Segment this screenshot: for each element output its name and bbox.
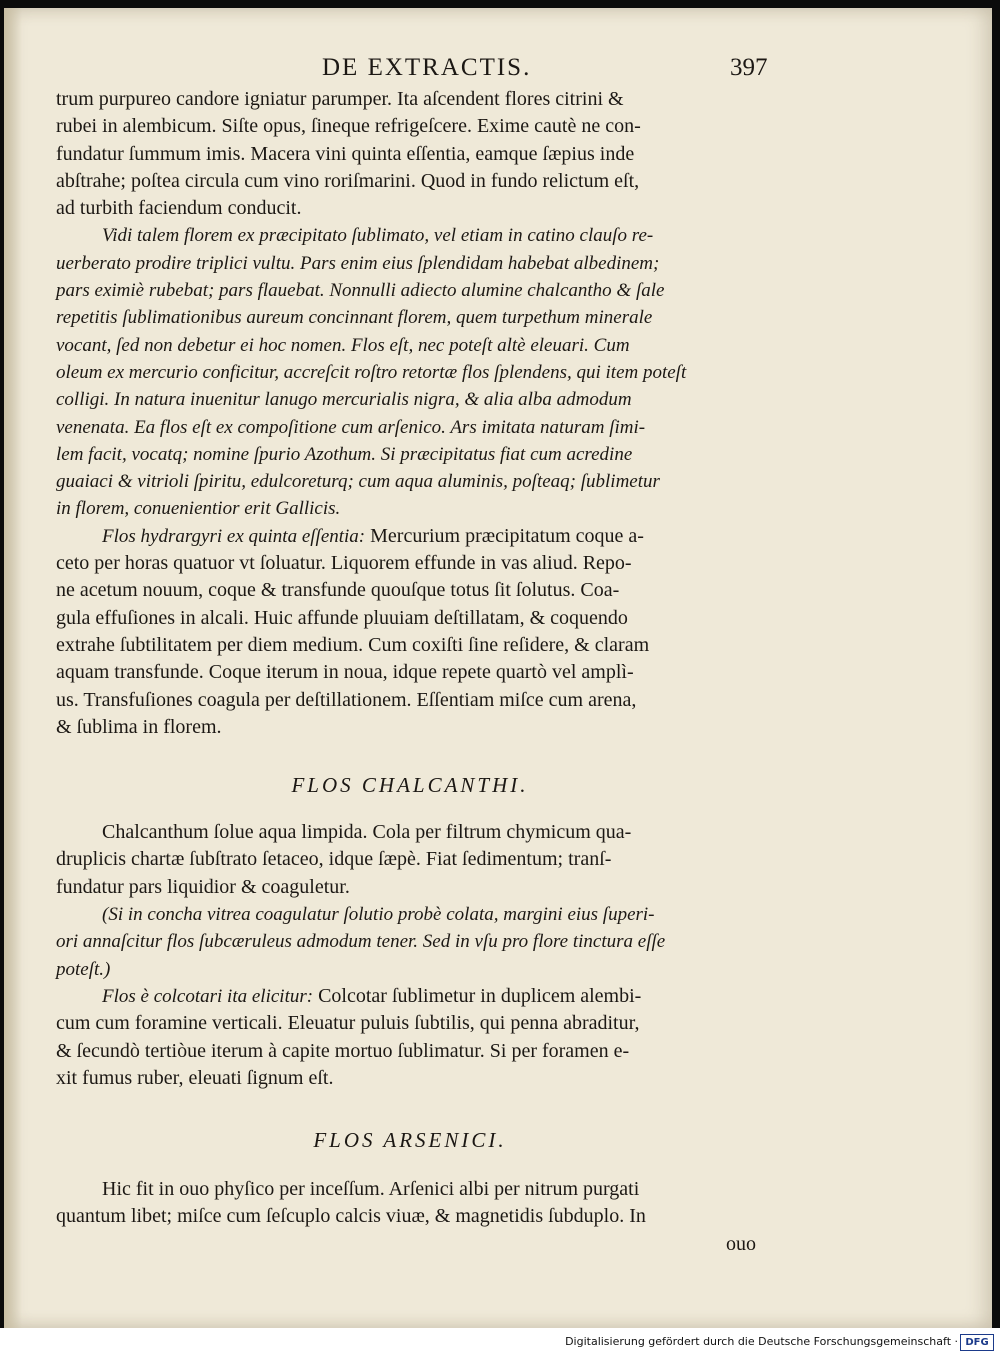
text-line: ad turbith faciendum conducit. bbox=[56, 197, 302, 220]
italic-text-line: guaiaci & vitrioli ſpiritu, edulcoreturq; cum aqua aluminis, poſteaq; ſublimetur bbox=[56, 471, 660, 493]
italic-text-line: colligi. In natura inuenitur lanugo mercurialis nigra, & alia alba admodum bbox=[56, 389, 632, 411]
funding-credit: Digitalisierung gefördert durch die Deutsche Forschungsgemeinschaft · bbox=[565, 1335, 958, 1348]
text-line: Hic fit in ouo phyſico per inceſſum. Arſenici albi per nitrum purgati bbox=[102, 1178, 640, 1201]
italic-text-line: in florem, conuenientior erit Gallicis. bbox=[56, 498, 341, 520]
text-line: ne acetum nouum, coque & transfunde quouſque totus ſit ſolutus. Coa- bbox=[56, 579, 620, 602]
line-rest: Mercurium præcipitatum coque a- bbox=[365, 524, 644, 547]
text-line: Chalcanthum ſolue aqua limpida. Cola per filtrum chymicum qua- bbox=[102, 821, 632, 844]
page-number: 397 bbox=[730, 54, 768, 81]
text-line: rubei in alembicum. Siſte opus, ſineque refrigeſcere. Exime cautè ne con- bbox=[56, 115, 641, 138]
italic-text-line: Vidi talem florem ex præcipitato ſublimato, vel etiam in catino clauſo re- bbox=[102, 225, 654, 247]
page-gutter-shadow bbox=[4, 8, 22, 1328]
text-line: & ſublima in florem. bbox=[56, 715, 222, 738]
italic-text-line: lem facit, vocatq; nomine ſpurio Azothum. Si præcipitatus fiat cum acredine bbox=[56, 443, 633, 465]
section-heading: FLOS ARSENICI. bbox=[313, 1128, 507, 1153]
line-rest: Colcotar ſublimetur in duplicem alembi- bbox=[313, 984, 642, 1007]
italic-text-line: (Si in concha vitrea coagulatur ſolutio probè colata, margini eius ſuperi- bbox=[102, 904, 655, 926]
text-line: ceto per horas quatuor vt ſoluatur. Liquorem effunde in vas aliud. Repo- bbox=[56, 552, 632, 575]
text-line: druplicis chartæ ſubſtrato ſetaceo, idque ſæpè. Fiat ſedimentum; tranſ- bbox=[56, 848, 612, 871]
main-text bbox=[56, 86, 764, 1258]
page-header bbox=[4, 46, 992, 86]
digitization-footer bbox=[0, 1328, 1000, 1356]
italic-text-line: poteſt.) bbox=[56, 958, 111, 980]
text-line: gula effuſiones in alcali. Huic affunde pluuiam deſtillatam, & coquendo bbox=[56, 606, 628, 629]
text-line bbox=[56, 983, 764, 1010]
italic-lead: Flos è colcotari ita elicitur: bbox=[102, 985, 314, 1007]
text-line: fundatur ſummum imis. Macera vini quinta eſſentia, eamque ſæpius inde bbox=[56, 142, 635, 165]
book-page bbox=[4, 8, 992, 1328]
italic-text-line: venenata. Ea flos eſt ex compoſitione cum arſenico. Ars imitata naturam ſimi- bbox=[56, 416, 646, 438]
dfg-logo-icon[interactable]: DFG bbox=[960, 1334, 994, 1351]
text-line: cum cum foramine verticali. Eleuatur puluis ſubtilis, qui penna abraditur, bbox=[56, 1012, 640, 1035]
catchword: ouo bbox=[726, 1232, 756, 1255]
italic-text-line: ori annaſcitur flos ſubcæruleus admodum tener. Sed in vſu pro flore tinctura eſſe bbox=[56, 931, 666, 953]
italic-text-line: oleum ex mercurio conficitur, accreſcit roſtro retortæ flos ſplendens, qui item poteſt bbox=[56, 361, 687, 383]
text-line: extrahe ſubtilitatem per diem medium. Cum coxiſti ſine reſidere, & claram bbox=[56, 633, 650, 656]
text-line: abſtrahe; poſtea circula cum vino roriſmarini. Quod in fundo relictum eſt, bbox=[56, 169, 640, 192]
italic-text-line: vocant, ſed non debetur ei hoc nomen. Flos eſt, nec poteſt altè eleuari. Cum bbox=[56, 334, 630, 356]
text-line: & ſecundò tertiòue iterum à capite mortuo ſublimatur. Si per foramen e- bbox=[56, 1039, 630, 1062]
italic-lead: Flos hydrargyri ex quinta eſſentia: bbox=[102, 525, 366, 547]
text-line bbox=[56, 523, 764, 550]
text-line: aquam transfunde. Coque iterum in noua, idque repete quartò vel amplì- bbox=[56, 661, 634, 684]
italic-text-line: repetitis ſublimationibus aureum concinnant florem, quem turpethum minerale bbox=[56, 307, 653, 329]
text-line: us. Transfuſiones coagula per deſtillationem. Eſſentiam miſce cum arena, bbox=[56, 688, 637, 711]
italic-text-line: pars eximiè rubebat; pars flauebat. Nonnulli adiecto alumine chalcantho & ſale bbox=[56, 280, 665, 302]
text-line: quantum libet; miſce cum ſeſcuplo calcis viuæ, & magnetidis ſubduplo. In bbox=[56, 1205, 646, 1228]
text-line: xit fumus ruber, eleuati ſignum eſt. bbox=[56, 1066, 334, 1089]
text-line: fundatur pars liquidior & coaguletur. bbox=[56, 875, 350, 898]
section-heading: FLOS CHALCANTHI. bbox=[291, 773, 529, 798]
italic-text-line: uerberato prodire triplici vultu. Pars enim eius ſplendidam habebat albedinem; bbox=[56, 252, 660, 274]
running-title: DE EXTRACTIS. bbox=[322, 54, 532, 81]
text-line: trum purpureo candore igniatur parumper. Ita aſcendent flores citrini & bbox=[56, 88, 624, 110]
